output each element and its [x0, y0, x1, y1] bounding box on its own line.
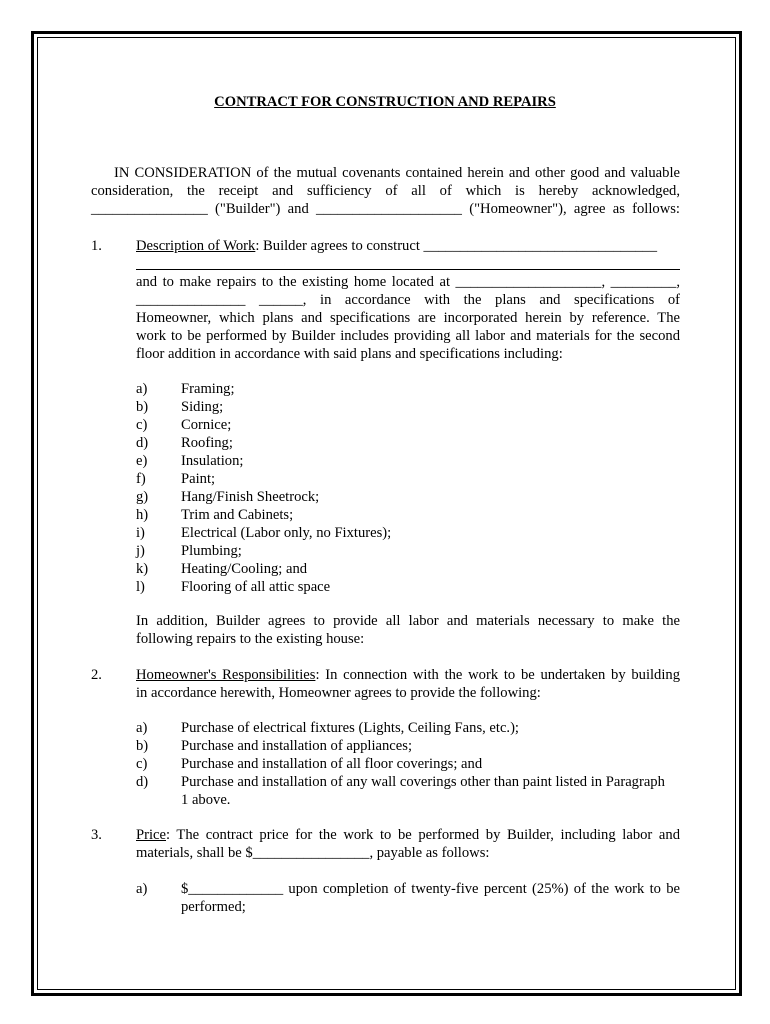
list-item: c) Purchase and installation of all floor coverings; and — [136, 756, 483, 772]
section-1-addition-line-2: following repairs to the existing house: — [136, 631, 365, 647]
list-item: f) Paint; — [136, 471, 216, 487]
list-item: a) $_____________ upon completion of twenty-five percent (25%) of the work to be — [136, 881, 680, 897]
section-1-line-4: Homeowner, which plans and specifications are incorporated herein by reference. The — [136, 310, 680, 326]
list-item-continuation: 1 above. — [181, 792, 231, 808]
section-1-addition-line-1: In addition, Builder agrees to provide all labor and materials necessary to make the — [136, 613, 680, 629]
section-1-first-line — [136, 237, 680, 255]
list-item: b) Siding; — [136, 399, 224, 415]
intro-line-3: ________________ ("Builder") and ____________________ ("Homeowner"), agree as follows: — [91, 201, 680, 217]
section-3-line-2: materials, shall be $________________, payable as follows: — [136, 845, 490, 861]
list-item: d) Roofing; — [136, 435, 233, 451]
section-1-line-1: : Builder agrees to construct ________________________________ — [255, 238, 658, 254]
section-1-heading: Description of Work — [136, 238, 256, 254]
list-item: j) Plumbing; — [136, 543, 242, 559]
section-3-heading: Price — [136, 827, 166, 843]
section-2-heading: Homeowner's Responsibilities — [136, 667, 316, 683]
intro-line-1: IN CONSIDERATION of the mutual covenants contained herein and other good and valuable — [114, 165, 680, 181]
section-3-item-list — [136, 880, 680, 916]
list-item: c) Cornice; — [136, 417, 232, 433]
list-item: l) Flooring of all attic space — [136, 579, 331, 595]
section-2-line-2: in accordance herewith, Homeowner agrees to provide the following: — [136, 685, 541, 701]
document-title: CONTRACT FOR CONSTRUCTION AND REPAIRS — [214, 94, 556, 110]
list-item: b) Purchase and installation of appliances; — [136, 738, 412, 754]
list-item: d) Purchase and installation of any wall coverings other than paint listed in Paragraph — [136, 774, 665, 790]
list-item: k) Heating/Cooling; and — [136, 561, 308, 577]
section-3-body — [136, 826, 680, 862]
section-2-body — [136, 666, 680, 702]
list-item: e) Insulation; — [136, 453, 244, 469]
section-1-line-3: _______________ ______, in accordance with the plans and specifications of — [136, 292, 680, 308]
section-3-line-1: Price: The contract price for the work to be performed by Builder, including labor and — [136, 827, 680, 843]
section-1-blank-line — [136, 269, 680, 270]
section-3-number: 3. — [91, 827, 102, 843]
section-2-number: 2. — [91, 667, 102, 683]
section-1-line-2: and to make repairs to the existing home located at ____________________, _________, — [136, 274, 680, 290]
list-item-continuation: performed; — [181, 899, 246, 915]
list-item: i) Electrical (Labor only, no Fixtures); — [136, 525, 392, 541]
section-1-line-6: floor addition in accordance with said plans and specifications including: — [136, 346, 563, 362]
section-1-line-5: work to be performed by Builder includes providing all labor and materials for the second — [136, 328, 680, 344]
section-2-item-list — [136, 719, 680, 809]
section-1-number: 1. — [91, 238, 102, 254]
list-item: h) Trim and Cabinets; — [136, 507, 294, 523]
section-1-item-list — [136, 380, 680, 596]
list-item: g) Hang/Finish Sheetrock; — [136, 489, 320, 505]
section-2-line-1: Homeowner's Responsibilities: In connection with the work to be undertaken by building — [136, 667, 681, 683]
intro-paragraph — [91, 164, 680, 218]
list-item: a) Framing; — [136, 381, 235, 397]
section-1-body — [136, 273, 680, 363]
intro-line-2: consideration, the receipt and sufficiency of all of which is hereby acknowledged, — [91, 183, 680, 199]
section-1-addition — [136, 612, 680, 648]
list-item: a) Purchase of electrical fixtures (Lights, Ceiling Fans, etc.); — [136, 720, 519, 736]
